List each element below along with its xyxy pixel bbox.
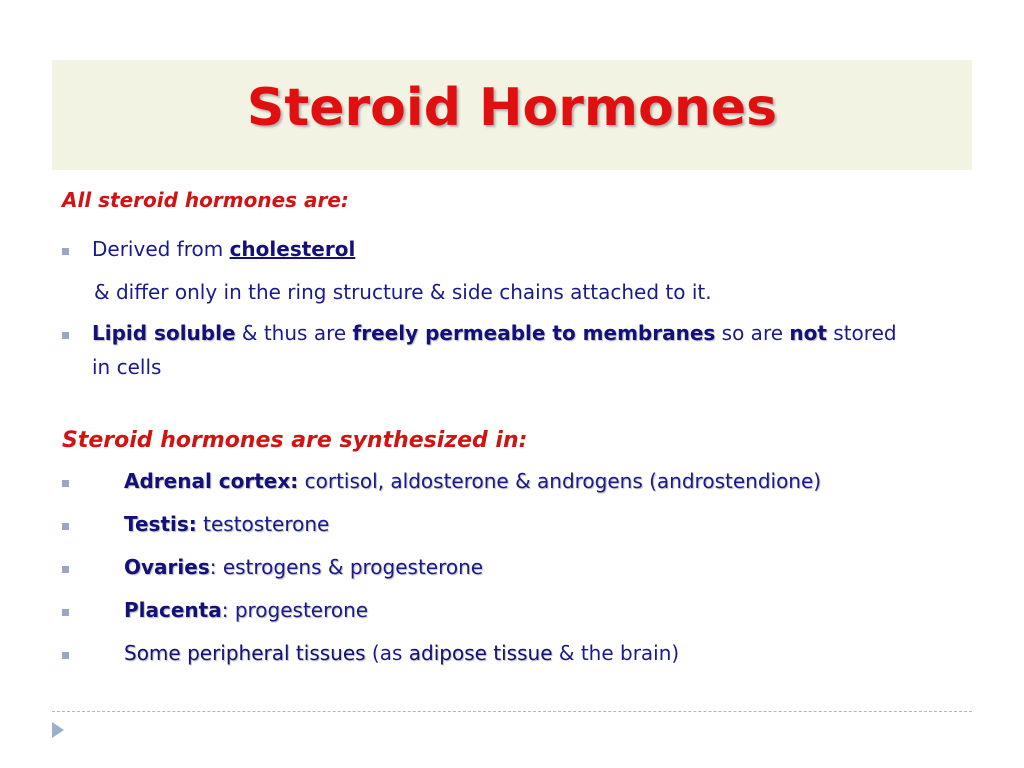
item-text: & the brain) [552, 641, 680, 665]
bullet-marker [62, 248, 69, 255]
highlight-peripheral-tissues: Some peripheral tissues [124, 641, 366, 665]
item-label: Adrenal cortex: [124, 469, 299, 493]
list-item-ovaries [124, 550, 483, 584]
bullet-marker [62, 609, 69, 616]
highlight-cholesterol: cholesterol [229, 237, 356, 261]
footer-arrow-icon [52, 722, 64, 738]
section-heading-synthesized: Steroid hormones are synthesized in: [62, 428, 528, 453]
bullet-text: so are [715, 321, 790, 345]
bullet-text: Derived from [92, 237, 230, 261]
highlight-lipid-soluble: Lipid soluble [92, 321, 236, 345]
bullet-text: stored [826, 321, 897, 345]
footer-divider [52, 711, 972, 712]
highlight-adipose-tissue: adipose tissue [408, 641, 553, 665]
list-item-peripheral [124, 636, 679, 670]
title-band [52, 60, 972, 170]
list-item-adrenal [124, 464, 821, 498]
bullet-marker [62, 332, 69, 339]
item-text: testosterone [196, 512, 330, 536]
section-heading-all-steroid: All steroid hormones are: [62, 188, 349, 212]
item-text: : estrogens & progesterone [209, 555, 484, 579]
bullet-marker [62, 652, 69, 659]
item-text: : progesterone [221, 598, 369, 622]
item-label: Ovaries [124, 555, 210, 579]
bullet-marker [62, 480, 69, 487]
item-text: cortisol, aldosterone & androgens (androstendione) [298, 469, 822, 493]
bullet-marker [62, 523, 69, 530]
highlight-not: not [789, 321, 827, 345]
bullet-line-2: in cells [92, 355, 162, 379]
list-item-placenta [124, 593, 368, 627]
slide-title: Steroid Hormones [246, 78, 778, 138]
bullet-text: & thus are [235, 321, 353, 345]
bullet-marker [62, 566, 69, 573]
item-label: Testis: [124, 512, 197, 536]
item-label: Placenta [124, 598, 222, 622]
highlight-freely-permeable: freely permeable to membranes [352, 321, 716, 345]
bullet-continuation: & differ only in the ring structure & side chains attached to it. [94, 280, 712, 304]
bullet-derived-from [92, 232, 355, 266]
list-item-testis [124, 507, 329, 541]
item-text: (as [365, 641, 409, 665]
bullet-lipid-soluble [92, 316, 972, 350]
